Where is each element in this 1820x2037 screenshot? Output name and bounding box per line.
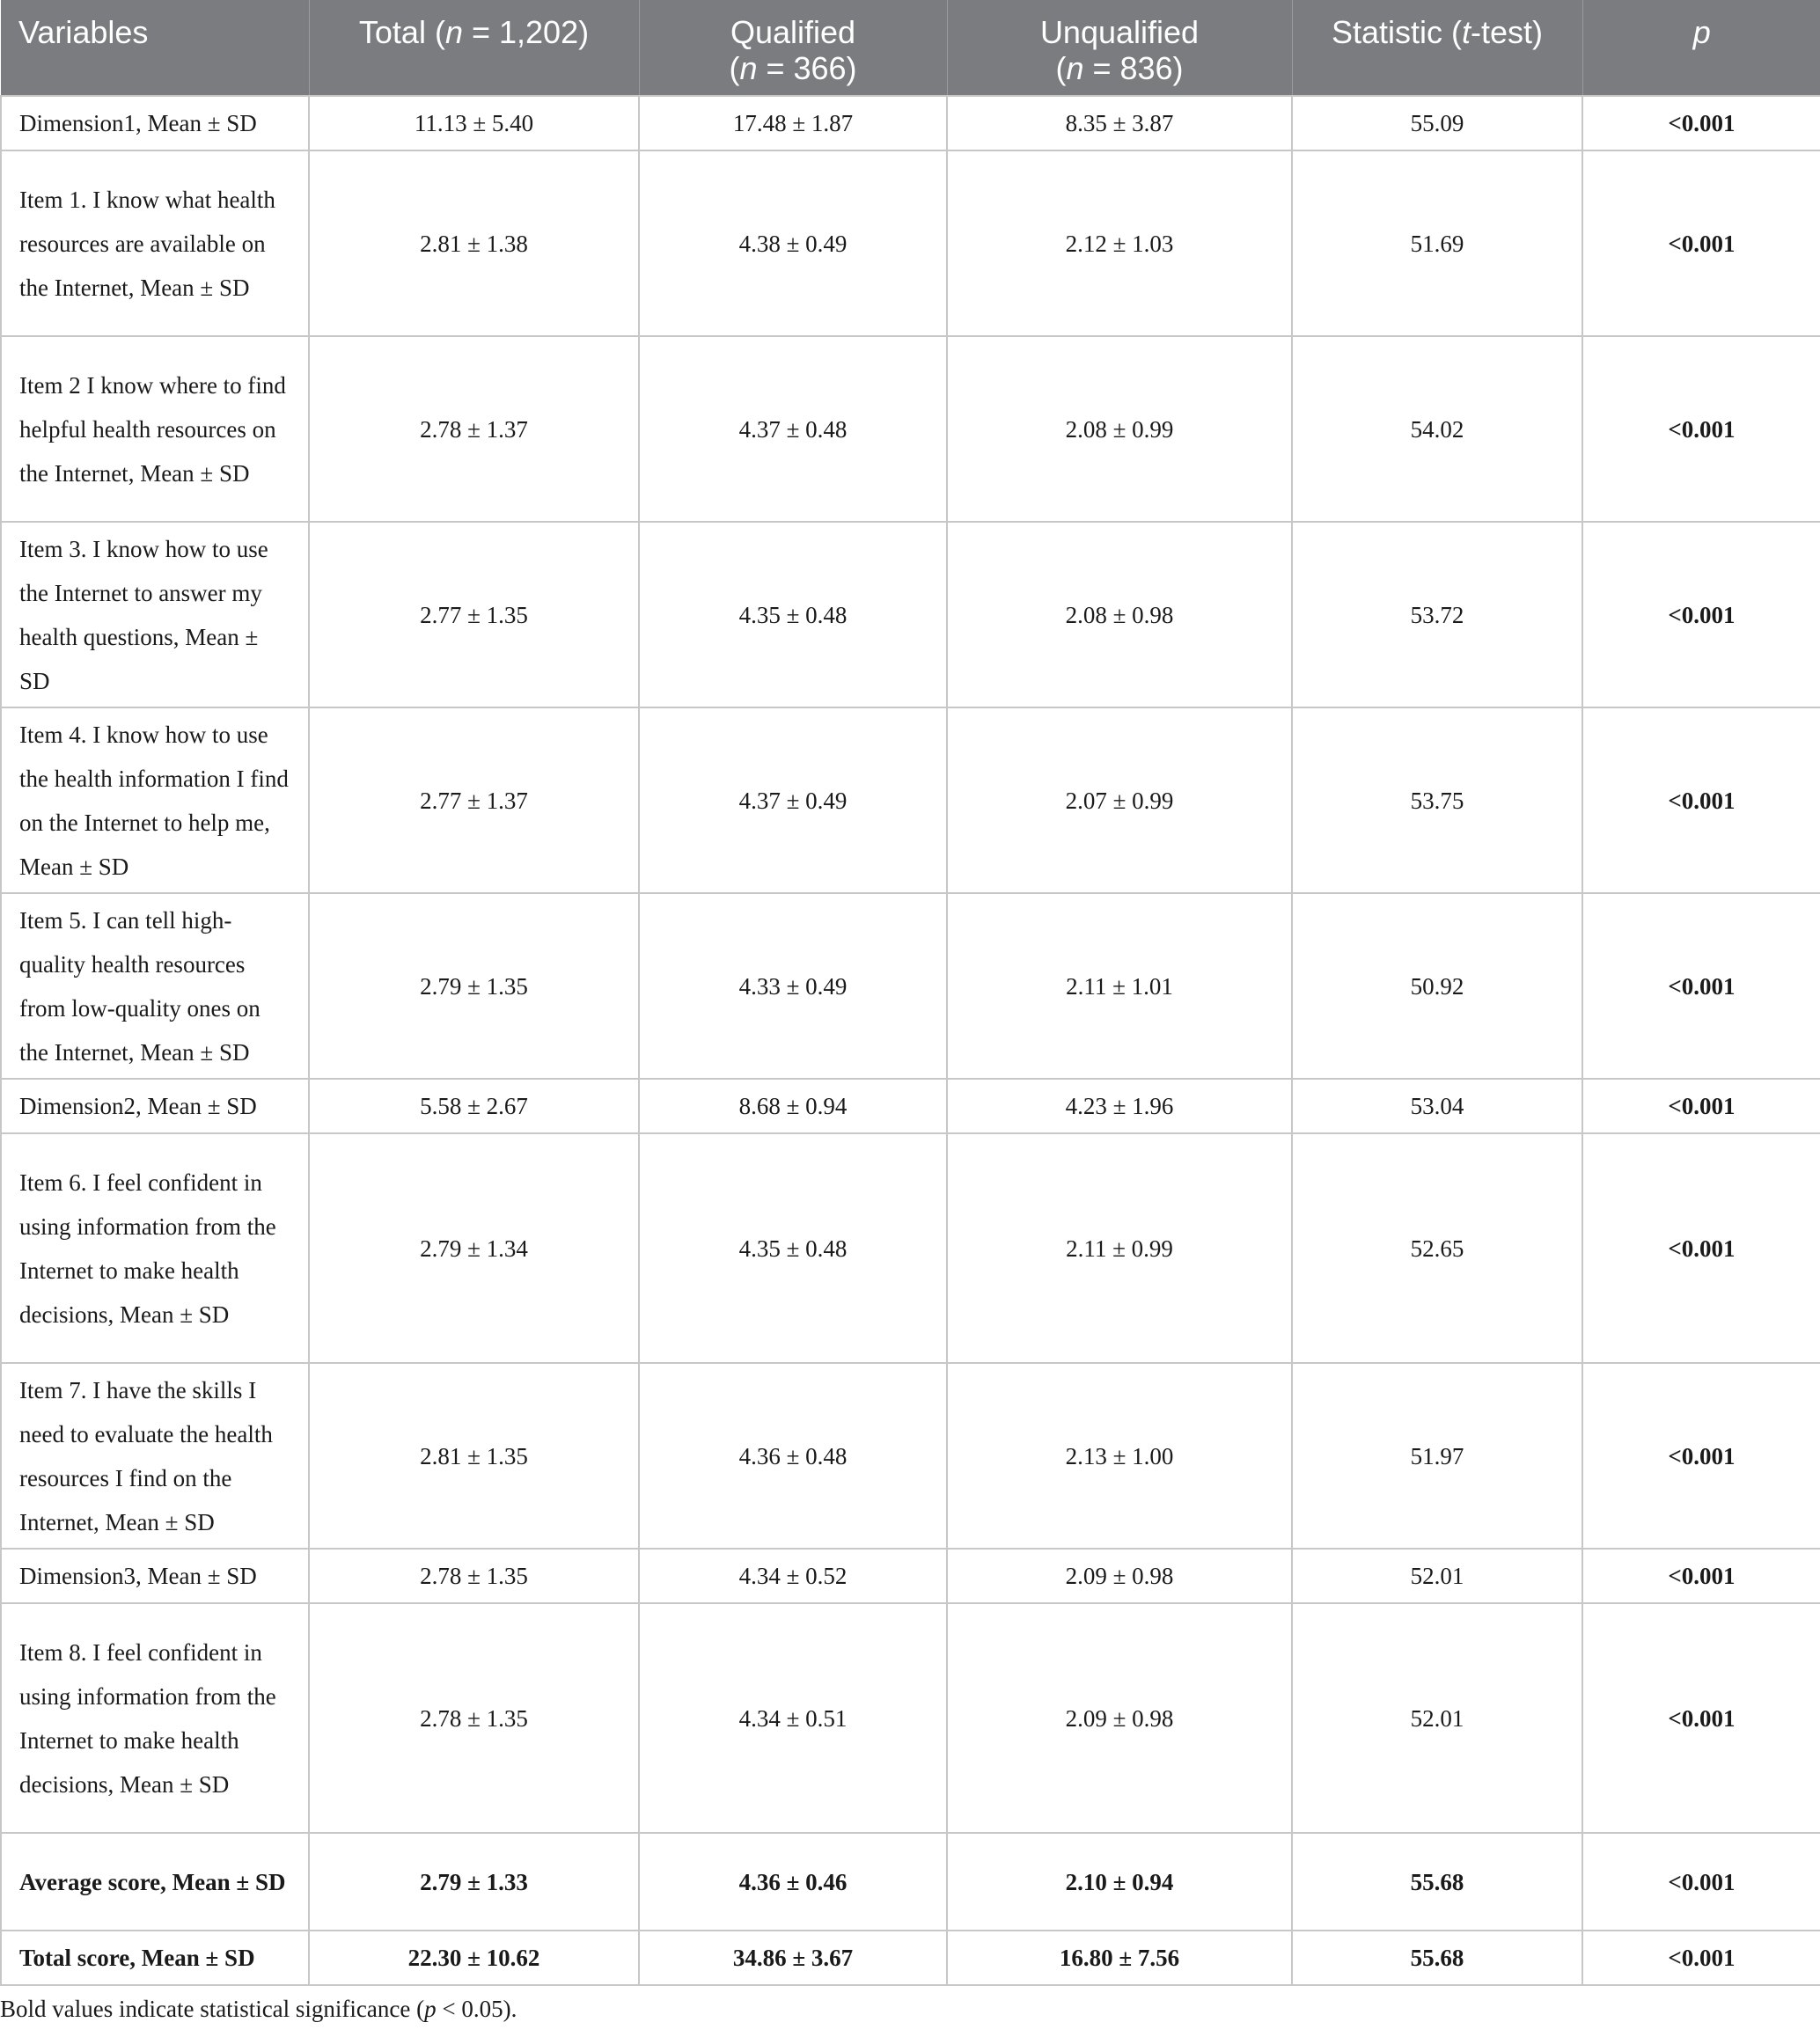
header-unqualified: Unqualified (n = 836) — [947, 0, 1292, 96]
cell-variable: Dimension2, Mean ± SD — [1, 1079, 309, 1133]
cell-unqualified: 4.23 ± 1.96 — [947, 1079, 1292, 1133]
cell-total: 2.77 ± 1.35 — [309, 522, 639, 707]
table-row — [1, 522, 1820, 707]
cell-p: <0.001 — [1582, 1133, 1820, 1363]
cell-qualified: 4.34 ± 0.51 — [639, 1603, 947, 1833]
cell-total: 11.13 ± 5.40 — [309, 96, 639, 150]
cell-statistic: 52.01 — [1292, 1603, 1582, 1833]
cell-variable: Dimension3, Mean ± SD — [1, 1549, 309, 1603]
cell-unqualified: 2.12 ± 1.03 — [947, 150, 1292, 336]
cell-p: <0.001 — [1582, 893, 1820, 1079]
cell-p: <0.001 — [1582, 96, 1820, 150]
cell-statistic: 55.09 — [1292, 96, 1582, 150]
cell-statistic: 52.01 — [1292, 1549, 1582, 1603]
table-row — [1, 1549, 1820, 1603]
table-footnote: Bold values indicate statistical significance (p < 0.05). — [0, 1996, 517, 2022]
cell-total: 2.77 ± 1.37 — [309, 707, 639, 893]
cell-qualified: 4.33 ± 0.49 — [639, 893, 947, 1079]
cell-p: <0.001 — [1582, 1549, 1820, 1603]
cell-total: 2.78 ± 1.37 — [309, 336, 639, 522]
table-row — [1, 1133, 1820, 1363]
table-row-total — [1, 1931, 1820, 1985]
cell-total: 2.81 ± 1.38 — [309, 150, 639, 336]
cell-variable: Total score, Mean ± SD — [1, 1931, 309, 1985]
cell-statistic: 51.97 — [1292, 1363, 1582, 1549]
cell-p: <0.001 — [1582, 1363, 1820, 1549]
cell-total: 22.30 ± 10.62 — [309, 1931, 639, 1985]
cell-variable: Item 2 I know where to find helpful health resources on the Internet, Mean ± SD — [1, 336, 309, 522]
header-qualified: Qualified (n = 366) — [639, 0, 947, 96]
cell-statistic: 53.72 — [1292, 522, 1582, 707]
cell-unqualified: 2.09 ± 0.98 — [947, 1603, 1292, 1833]
cell-variable: Dimension1, Mean ± SD — [1, 96, 309, 150]
cell-variable: Item 5. I can tell high-quality health resources from low-quality ones on the Internet, Mean ± SD — [1, 893, 309, 1079]
cell-p: <0.001 — [1582, 1603, 1820, 1833]
cell-variable: Item 1. I know what health resources are available on the Internet, Mean ± SD — [1, 150, 309, 336]
cell-qualified: 17.48 ± 1.87 — [639, 96, 947, 150]
cell-p: <0.001 — [1582, 150, 1820, 336]
cell-variable: Item 6. I feel confident in using information from the Internet to make health decisions, Mean ± SD — [1, 1133, 309, 1363]
table-row — [1, 893, 1820, 1079]
cell-qualified: 4.38 ± 0.49 — [639, 150, 947, 336]
table-row — [1, 1363, 1820, 1549]
cell-unqualified: 2.10 ± 0.94 — [947, 1833, 1292, 1931]
cell-total: 2.78 ± 1.35 — [309, 1549, 639, 1603]
cell-statistic: 52.65 — [1292, 1133, 1582, 1363]
header-statistic: Statistic (t-test) — [1292, 0, 1582, 96]
cell-variable: Item 3. I know how to use the Internet to answer my health questions, Mean ± SD — [1, 522, 309, 707]
cell-variable: Item 4. I know how to use the health information I find on the Internet to help me, Mean ± SD — [1, 707, 309, 893]
cell-p: <0.001 — [1582, 522, 1820, 707]
cell-qualified: 4.34 ± 0.52 — [639, 1549, 947, 1603]
cell-p: <0.001 — [1582, 1931, 1820, 1985]
header-total: Total (n = 1,202) — [309, 0, 639, 96]
table-row — [1, 707, 1820, 893]
cell-p: <0.001 — [1582, 707, 1820, 893]
cell-variable: Item 7. I have the skills I need to evaluate the health resources I find on the Internet, Mean ± SD — [1, 1363, 309, 1549]
cell-qualified: 4.37 ± 0.48 — [639, 336, 947, 522]
cell-unqualified: 8.35 ± 3.87 — [947, 96, 1292, 150]
cell-unqualified: 2.13 ± 1.00 — [947, 1363, 1292, 1549]
cell-variable: Item 8. I feel confident in using information from the Internet to make health decisions, Mean ± SD — [1, 1603, 309, 1833]
cell-qualified: 8.68 ± 0.94 — [639, 1079, 947, 1133]
cell-total: 2.78 ± 1.35 — [309, 1603, 639, 1833]
cell-unqualified: 2.11 ± 1.01 — [947, 893, 1292, 1079]
cell-statistic: 51.69 — [1292, 150, 1582, 336]
cell-total: 2.81 ± 1.35 — [309, 1363, 639, 1549]
cell-statistic: 55.68 — [1292, 1833, 1582, 1931]
cell-statistic: 55.68 — [1292, 1931, 1582, 1985]
cell-total: 2.79 ± 1.34 — [309, 1133, 639, 1363]
cell-qualified: 34.86 ± 3.67 — [639, 1931, 947, 1985]
header-variables: Variables — [1, 0, 309, 96]
cell-qualified: 4.35 ± 0.48 — [639, 522, 947, 707]
cell-total: 5.58 ± 2.67 — [309, 1079, 639, 1133]
header-row — [1, 0, 1820, 96]
cell-p: <0.001 — [1582, 336, 1820, 522]
header-p: p — [1582, 0, 1820, 96]
cell-variable: Average score, Mean ± SD — [1, 1833, 309, 1931]
cell-statistic: 50.92 — [1292, 893, 1582, 1079]
cell-statistic: 53.04 — [1292, 1079, 1582, 1133]
cell-unqualified: 2.11 ± 0.99 — [947, 1133, 1292, 1363]
cell-total: 2.79 ± 1.35 — [309, 893, 639, 1079]
cell-unqualified: 2.09 ± 0.98 — [947, 1549, 1292, 1603]
table-row — [1, 150, 1820, 336]
cell-unqualified: 2.07 ± 0.99 — [947, 707, 1292, 893]
cell-qualified: 4.35 ± 0.48 — [639, 1133, 947, 1363]
cell-qualified: 4.37 ± 0.49 — [639, 707, 947, 893]
cell-statistic: 53.75 — [1292, 707, 1582, 893]
table-row — [1, 336, 1820, 522]
cell-qualified: 4.36 ± 0.48 — [639, 1363, 947, 1549]
cell-unqualified: 2.08 ± 0.98 — [947, 522, 1292, 707]
table-row — [1, 1603, 1820, 1833]
cell-unqualified: 2.08 ± 0.99 — [947, 336, 1292, 522]
cell-statistic: 54.02 — [1292, 336, 1582, 522]
table-row — [1, 96, 1820, 150]
cell-p: <0.001 — [1582, 1079, 1820, 1133]
cell-unqualified: 16.80 ± 7.56 — [947, 1931, 1292, 1985]
table-row — [1, 1079, 1820, 1133]
cell-p: <0.001 — [1582, 1833, 1820, 1931]
table-row-average — [1, 1833, 1820, 1931]
cell-total: 2.79 ± 1.33 — [309, 1833, 639, 1931]
cell-qualified: 4.36 ± 0.46 — [639, 1833, 947, 1931]
